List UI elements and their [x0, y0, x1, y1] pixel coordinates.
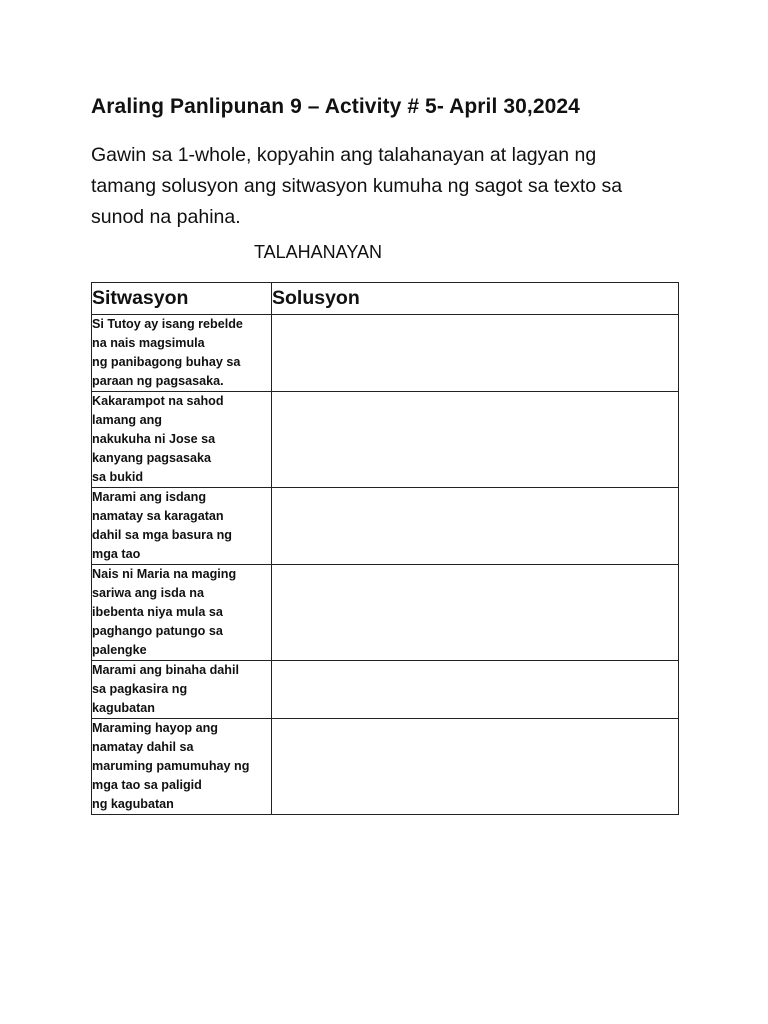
- situation-line: Marami ang isdang: [92, 490, 207, 504]
- solution-cell: [272, 661, 679, 719]
- situation-line: palengke: [92, 643, 147, 657]
- table-row: [92, 315, 679, 392]
- table-row: [92, 719, 679, 815]
- situation-line: lamang ang: [92, 413, 162, 427]
- situation-line: nakukuha ni Jose sa: [92, 432, 216, 446]
- situation-cell: [92, 661, 272, 719]
- situation-line: dahil sa mga basura ng: [92, 528, 232, 542]
- situation-cell: [92, 488, 272, 565]
- solution-cell: [272, 565, 679, 661]
- solution-cell: [272, 392, 679, 488]
- situation-cell: [92, 392, 272, 488]
- instructions-line: Gawin sa 1-whole, kopyahin ang talahanayan at lagyan ng: [91, 144, 597, 166]
- situation-cell: [92, 565, 272, 661]
- situation-line: ibebenta niya mula sa: [92, 605, 223, 619]
- instructions-paragraph: [91, 140, 691, 233]
- situation-line: sa pagkasira ng: [92, 682, 188, 696]
- table-header-row: [92, 283, 679, 315]
- page-title: Araling Panlipunan 9 – Activity # 5- April 30,2024: [91, 95, 580, 118]
- solution-cell: [272, 315, 679, 392]
- table-row: [92, 661, 679, 719]
- situation-line: sariwa ang isda na: [92, 586, 204, 600]
- situation-line: paghango patungo sa: [92, 624, 223, 638]
- situation-line: maruming pamumuhay ng: [92, 759, 250, 773]
- situation-line: paraan ng pagsasaka.: [92, 374, 224, 388]
- table-row: [92, 392, 679, 488]
- situation-line: mga tao sa paligid: [92, 778, 202, 792]
- table-caption: TALAHANAYAN: [254, 242, 383, 262]
- situation-line: namatay dahil sa: [92, 740, 194, 754]
- situation-line: ng kagubatan: [92, 797, 174, 811]
- situation-line: Marami ang binaha dahil: [92, 663, 239, 677]
- table-row: [92, 565, 679, 661]
- table-row: [92, 488, 679, 565]
- situation-line: Si Tutoy ay isang rebelde: [92, 317, 243, 331]
- solution-cell: [272, 719, 679, 815]
- situation-solution-table: [91, 282, 679, 815]
- header-solusyon: Solusyon: [272, 283, 679, 315]
- situation-line: mga tao: [92, 547, 141, 561]
- situation-line: ng panibagong buhay sa: [92, 355, 241, 369]
- situation-cell: [92, 719, 272, 815]
- situation-line: Maraming hayop ang: [92, 721, 218, 735]
- situation-line: na nais magsimula: [92, 336, 205, 350]
- situation-line: Nais ni Maria na maging: [92, 567, 237, 581]
- instructions-line: tamang solusyon ang sitwasyon kumuha ng sagot sa texto sa: [91, 175, 623, 197]
- solution-cell: [272, 488, 679, 565]
- header-sitwasyon: Sitwasyon: [92, 283, 272, 315]
- situation-line: kanyang pagsasaka: [92, 451, 212, 465]
- instructions-line: sunod na pahina.: [91, 206, 241, 228]
- situation-line: Kakarampot na sahod: [92, 394, 224, 408]
- situation-cell: [92, 315, 272, 392]
- situation-line: sa bukid: [92, 470, 144, 484]
- situation-line: namatay sa karagatan: [92, 509, 224, 523]
- situation-line: kagubatan: [92, 701, 155, 715]
